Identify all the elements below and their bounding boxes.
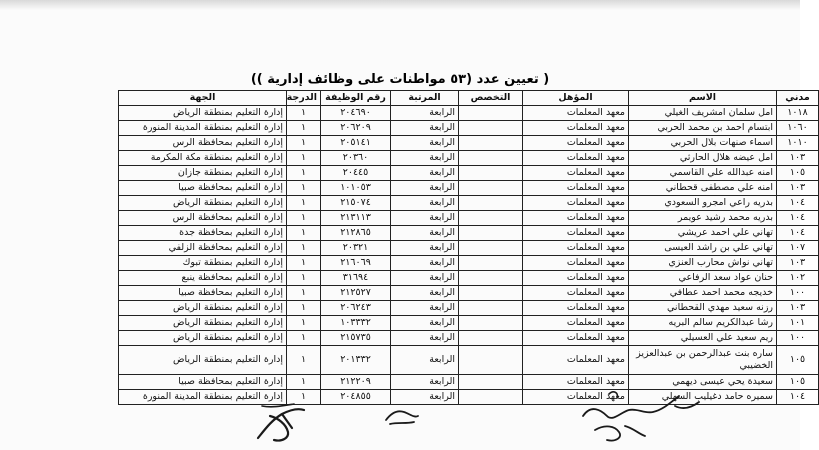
- row-rank: الرابعة: [391, 301, 459, 316]
- row-job-number: ٢١٢٥٢٧: [321, 286, 391, 301]
- row-civil-number: ١٠٣: [777, 256, 819, 271]
- row-specialization: [459, 226, 523, 241]
- row-civil-number: ١٠٥: [777, 375, 819, 390]
- row-civil-number: ١٠٣: [777, 301, 819, 316]
- row-department: إدارة التعليم بمحافظة ينبع: [119, 271, 287, 286]
- row-qualification: معهد المعلمات: [523, 316, 629, 331]
- row-rank: الرابعة: [391, 271, 459, 286]
- row-department: إدارة التعليم بمحافظة الرس: [119, 136, 287, 151]
- row-job-number: ٢٠٤٨٥٥: [321, 390, 391, 405]
- row-civil-number: ١٠٣: [777, 151, 819, 166]
- row-name: حنان عواد سعد الرفاعي: [629, 271, 777, 286]
- row-specialization: [459, 271, 523, 286]
- header-civil-number: مدني: [777, 91, 819, 106]
- row-grade: ١: [287, 286, 321, 301]
- row-name: بدريه محمد رشيد عويمر: [629, 211, 777, 226]
- row-grade: ١: [287, 271, 321, 286]
- row-specialization: [459, 286, 523, 301]
- row-name: امنه علي مصطفى قحطاني: [629, 181, 777, 196]
- row-civil-number: ١٠٧: [777, 241, 819, 256]
- row-civil-number: ١٠٥: [777, 166, 819, 181]
- row-rank: الرابعة: [391, 166, 459, 181]
- table-row: [119, 121, 819, 136]
- row-rank: الرابعة: [391, 196, 459, 211]
- row-grade: ١: [287, 390, 321, 405]
- row-specialization: [459, 375, 523, 390]
- row-qualification: معهد المعلمات: [523, 106, 629, 121]
- row-specialization: [459, 106, 523, 121]
- document-title: ( تعيين عدد (٥٣ مواطنات على وظائف إدارية )): [250, 72, 550, 87]
- table-row: [119, 331, 819, 346]
- row-name: تهاني نواش محارب العنزي: [629, 256, 777, 271]
- table-row: [119, 181, 819, 196]
- row-civil-number: ١٠٤: [777, 196, 819, 211]
- row-name: خديجه محمد احمد عطافي: [629, 286, 777, 301]
- row-rank: الرابعة: [391, 106, 459, 121]
- row-job-number: ١٠٣٣٣٢: [321, 316, 391, 331]
- row-name: سميره حامد دغيليب السهلي: [629, 390, 777, 405]
- row-civil-number: ١٠٥: [777, 346, 819, 375]
- row-civil-number: ١٠٢: [777, 271, 819, 286]
- table-row: [119, 316, 819, 331]
- header-specialization: التخصص: [459, 91, 523, 106]
- row-rank: الرابعة: [391, 346, 459, 375]
- row-qualification: معهد المعلمات: [523, 196, 629, 211]
- row-rank: الرابعة: [391, 316, 459, 331]
- row-name: رشا عبدالكريم سالم البريه: [629, 316, 777, 331]
- row-job-number: ٢٠٤٤٥: [321, 166, 391, 181]
- row-rank: الرابعة: [391, 211, 459, 226]
- row-job-number: ٢٠٥١٤١: [321, 136, 391, 151]
- header-grade: الدرجة: [287, 91, 321, 106]
- signature-mark-middle: [382, 404, 422, 430]
- row-rank: الرابعة: [391, 331, 459, 346]
- row-name: رزنه سعيد مهدي القحطاني: [629, 301, 777, 316]
- row-job-number: ٢١٥٧٣٥: [321, 331, 391, 346]
- row-civil-number: ١٠٤: [777, 211, 819, 226]
- row-civil-number: ١٠٠: [777, 331, 819, 346]
- row-department: إدارة التعليم بمحافظة صبيا: [119, 181, 287, 196]
- table-header-row: [119, 91, 819, 106]
- row-name: ريم سعيد علي العسيلي: [629, 331, 777, 346]
- row-rank: الرابعة: [391, 256, 459, 271]
- row-job-number: ٢١٦٠٦٩: [321, 256, 391, 271]
- row-department: إدارة التعليم بمنطقة المدينة المنورة: [119, 390, 287, 405]
- row-job-number: ٣١٦٩٤: [321, 271, 391, 286]
- row-job-number: ٢٠٤٦٩٠: [321, 106, 391, 121]
- row-department: إدارة التعليم بمنطقة جازان: [119, 166, 287, 181]
- table-row: [119, 136, 819, 151]
- row-specialization: [459, 121, 523, 136]
- row-department: إدارة التعليم بمنطقة الرياض: [119, 106, 287, 121]
- row-rank: الرابعة: [391, 121, 459, 136]
- row-qualification: معهد المعلمات: [523, 241, 629, 256]
- row-civil-number: ١٠١: [777, 316, 819, 331]
- header-name: الاسم: [629, 91, 777, 106]
- row-civil-number: ١٠٤: [777, 226, 819, 241]
- row-department: إدارة التعليم بمنطقة الرياض: [119, 316, 287, 331]
- row-name: بدريه راعي امجرو السعودي: [629, 196, 777, 211]
- row-qualification: معهد المعلمات: [523, 136, 629, 151]
- row-civil-number: ١٠٠: [777, 286, 819, 301]
- row-grade: ١: [287, 211, 321, 226]
- row-civil-number: ١٠٦٠: [777, 121, 819, 136]
- appointments-table: [118, 90, 819, 405]
- row-grade: ١: [287, 301, 321, 316]
- row-job-number: ٢٠٣٦٠: [321, 151, 391, 166]
- row-department: إدارة التعليم بمنطقة مكة المكرمة: [119, 151, 287, 166]
- row-job-number: ٢٠١٣٣٢: [321, 346, 391, 375]
- row-rank: الرابعة: [391, 226, 459, 241]
- row-specialization: [459, 331, 523, 346]
- table-row: [119, 151, 819, 166]
- row-grade: ١: [287, 226, 321, 241]
- row-qualification: معهد المعلمات: [523, 226, 629, 241]
- row-qualification: معهد المعلمات: [523, 166, 629, 181]
- table-row: [119, 375, 819, 390]
- table-row: [119, 286, 819, 301]
- table-row: [119, 166, 819, 181]
- row-department: إدارة التعليم بمنطقة الرياض: [119, 331, 287, 346]
- row-specialization: [459, 151, 523, 166]
- signature-mark-right: [575, 386, 705, 446]
- row-qualification: معهد المعلمات: [523, 211, 629, 226]
- row-specialization: [459, 346, 523, 375]
- row-qualification: معهد المعلمات: [523, 121, 629, 136]
- row-grade: ١: [287, 151, 321, 166]
- row-qualification: معهد المعلمات: [523, 346, 629, 375]
- row-department: إدارة التعليم بمنطقة المدينة المنورة: [119, 121, 287, 136]
- row-specialization: [459, 166, 523, 181]
- row-qualification: معهد المعلمات: [523, 331, 629, 346]
- header-rank: المرتبة: [391, 91, 459, 106]
- row-specialization: [459, 136, 523, 151]
- row-job-number: ٢١٥٠٧٤: [321, 196, 391, 211]
- table-row: [119, 211, 819, 226]
- row-qualification: معهد المعلمات: [523, 256, 629, 271]
- row-name: امل سلمان امشريف الغيلي: [629, 106, 777, 121]
- row-civil-number: ١٠٣: [777, 181, 819, 196]
- row-department: إدارة التعليم بمنطقة الرياض: [119, 301, 287, 316]
- table-row: [119, 241, 819, 256]
- scan-edge-shadow: [0, 0, 800, 10]
- row-specialization: [459, 256, 523, 271]
- row-name: تهاني علي بن راشد العيسى: [629, 241, 777, 256]
- row-name: امنه عبدالله علي القاسمي: [629, 166, 777, 181]
- row-name: ابتسام احمد بن محمد الحربي: [629, 121, 777, 136]
- row-grade: ١: [287, 136, 321, 151]
- row-rank: الرابعة: [391, 375, 459, 390]
- row-grade: ١: [287, 241, 321, 256]
- row-rank: الرابعة: [391, 390, 459, 405]
- row-name: ساره بنت عبدالرحمن بن عبدالعزيز الخضيبي: [629, 346, 777, 375]
- header-qualification: المؤهل: [523, 91, 629, 106]
- table-body: [119, 106, 819, 405]
- row-specialization: [459, 241, 523, 256]
- row-rank: الرابعة: [391, 136, 459, 151]
- row-grade: ١: [287, 256, 321, 271]
- row-civil-number: ١٠١٨: [777, 106, 819, 121]
- row-department: إدارة التعليم بمنطقة الرياض: [119, 196, 287, 211]
- row-specialization: [459, 181, 523, 196]
- row-qualification: معهد المعلمات: [523, 390, 629, 405]
- row-job-number: ٢١٢٨٦٥: [321, 226, 391, 241]
- row-name: سعيدة يحي عيسى ديهمي: [629, 375, 777, 390]
- row-qualification: معهد المعلمات: [523, 375, 629, 390]
- row-department: إدارة التعليم بمحافظة صبيا: [119, 286, 287, 301]
- row-name: امل عيضه هلال الحارثي: [629, 151, 777, 166]
- row-grade: ١: [287, 346, 321, 375]
- row-job-number: ٢١٣١١٣: [321, 211, 391, 226]
- row-rank: الرابعة: [391, 151, 459, 166]
- signature-mark-left: [252, 398, 312, 446]
- row-specialization: [459, 301, 523, 316]
- row-job-number: ٢٠٦٢٠٩: [321, 121, 391, 136]
- row-job-number: ٢٠٣٢١: [321, 241, 391, 256]
- row-specialization: [459, 211, 523, 226]
- row-qualification: معهد المعلمات: [523, 151, 629, 166]
- table-row: [119, 271, 819, 286]
- table-row: [119, 301, 819, 316]
- header-department: الجهة: [119, 91, 287, 106]
- row-job-number: ٢٠٦٢٤٣: [321, 301, 391, 316]
- row-grade: ١: [287, 106, 321, 121]
- row-qualification: معهد المعلمات: [523, 301, 629, 316]
- row-department: إدارة التعليم بمحافظة جدة: [119, 226, 287, 241]
- row-grade: ١: [287, 196, 321, 211]
- table-row: [119, 226, 819, 241]
- row-job-number: ٢١٢٢٠٩: [321, 375, 391, 390]
- row-grade: ١: [287, 181, 321, 196]
- header-job-number: رقم الوظيفة: [321, 91, 391, 106]
- row-qualification: معهد المعلمات: [523, 271, 629, 286]
- row-grade: ١: [287, 316, 321, 331]
- row-department: إدارة التعليم بمحافظة الزلفي: [119, 241, 287, 256]
- row-specialization: [459, 390, 523, 405]
- row-department: إدارة التعليم بمحافظة صبيا: [119, 375, 287, 390]
- row-civil-number: ١٠٤: [777, 390, 819, 405]
- row-qualification: معهد المعلمات: [523, 181, 629, 196]
- row-job-number: ١٠١٠٥٣: [321, 181, 391, 196]
- row-name: اسماء صنهات بلال الحربي: [629, 136, 777, 151]
- table-row: [119, 256, 819, 271]
- row-specialization: [459, 196, 523, 211]
- row-grade: ١: [287, 331, 321, 346]
- row-grade: ١: [287, 375, 321, 390]
- row-department: إدارة التعليم بمحافظة الرس: [119, 211, 287, 226]
- row-specialization: [459, 316, 523, 331]
- table-row: [119, 346, 819, 375]
- row-civil-number: ١٠١٠: [777, 136, 819, 151]
- row-rank: الرابعة: [391, 286, 459, 301]
- table-row: [119, 106, 819, 121]
- row-rank: الرابعة: [391, 241, 459, 256]
- table-row: [119, 196, 819, 211]
- row-rank: الرابعة: [391, 181, 459, 196]
- row-department: إدارة التعليم بمنطقة تبوك: [119, 256, 287, 271]
- row-department: إدارة التعليم بمنطقة الرياض: [119, 346, 287, 375]
- row-grade: ١: [287, 121, 321, 136]
- table-row: [119, 390, 819, 405]
- row-name: تهاني علي احمد عريشي: [629, 226, 777, 241]
- row-grade: ١: [287, 166, 321, 181]
- row-qualification: معهد المعلمات: [523, 286, 629, 301]
